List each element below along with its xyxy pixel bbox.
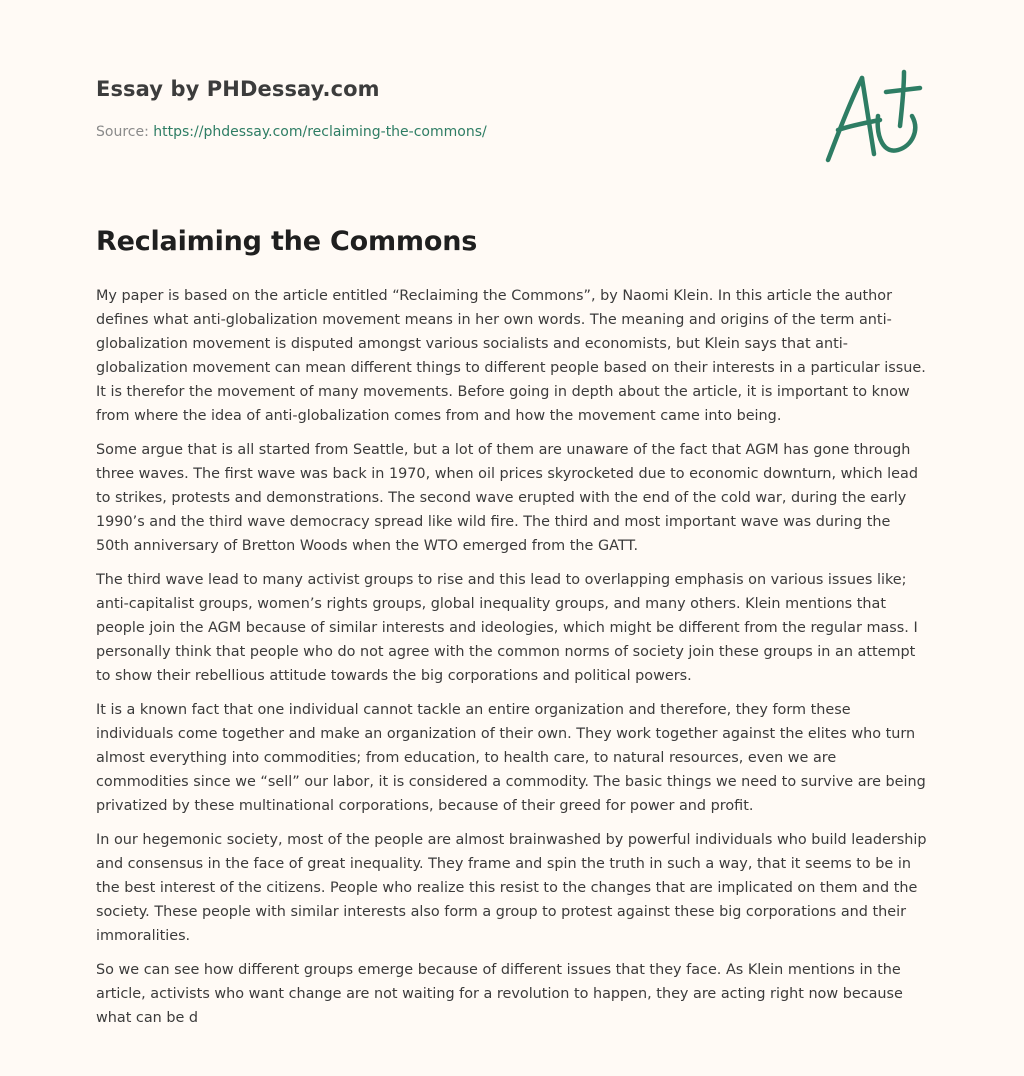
source-link[interactable]: https://phdessay.com/reclaiming-the-commons/ — [153, 124, 487, 140]
source-label: Source: — [96, 124, 154, 140]
essay-page — [96, 0, 928, 1076]
essay-paragraph: It is a known fact that one individual cannot tackle an entire organization and therefore, they form these individuals come together and make an organization of their own. They work together against the elites who turn almost everything into commodities; from education, to health care, to natural resources, even we are commodities since we “sell” our labor, it is considered a commodity. The basic things we need to survive are being privatized by these multinational corporations, because of their greed for power and profit. — [96, 702, 926, 814]
essay-paragraph: Some argue that is all started from Seattle, but a lot of them are unaware of the fact that AGM has gone through three waves. The first wave was back in 1970, when oil prices skyrocketed due to economic downturn, which lead to strikes, protests and demonstrations. The second wave erupted with the end of the cold war, during the early 1990’s and the third wave democracy spread like wild fire. The third and most important wave was during the 50th anniversary of Bretton Woods when the WTO emerged from the GATT. — [96, 442, 918, 554]
essay-paragraph: So we can see how different groups emerge because of different issues that they face. As Klein mentions in the article, activists who want change are not waiting for a revolution to happen, they are acting right now because what can be d — [96, 962, 903, 1026]
essay-paragraph: In our hegemonic society, most of the people are almost brainwashed by powerful individuals who build leadership and consensus in the face of great inequality. They frame and spin the truth in such a way, that it seems to be in the best interest of the citizens. People who realize this resist to the changes that are implicated on them and the society. These people with similar interests also form a group to protest against these big corporations and their immoralities. — [96, 832, 927, 944]
essay-title: Reclaiming the Commons — [96, 226, 478, 257]
essay-paragraph: My paper is based on the article entitled “Reclaiming the Commons”, by Naomi Klein. In this article the author defines what anti-globalization movement means in her own words. The meaning and origins of the term anti-globalization movement is disputed amongst various socialists and economists, but Klein says that anti-globalization movement can mean different things to different people based on their interests in a particular issue. It is therefor the movement of many movements. Before going in depth about the article, it is important to know from where the idea of anti-globalization comes from and how the movement came into being. — [96, 288, 926, 424]
a-plus-logo-icon — [824, 68, 928, 166]
site-title: Essay by PHDessay.com — [96, 77, 380, 101]
source-line — [96, 124, 487, 140]
essay-body — [96, 284, 928, 1076]
essay-paragraph: The third wave lead to many activist groups to rise and this lead to overlapping emphasis on various issues like; anti-capitalist groups, women’s rights groups, global inequality groups, and many others. Klein mentions that people join the AGM because of similar interests and ideologies, which might be different from the regular mass. I personally think that people who do not agree with the common norms of society join these groups in an attempt to show their rebellious attitude towards the big corporations and political powers. — [96, 572, 918, 684]
